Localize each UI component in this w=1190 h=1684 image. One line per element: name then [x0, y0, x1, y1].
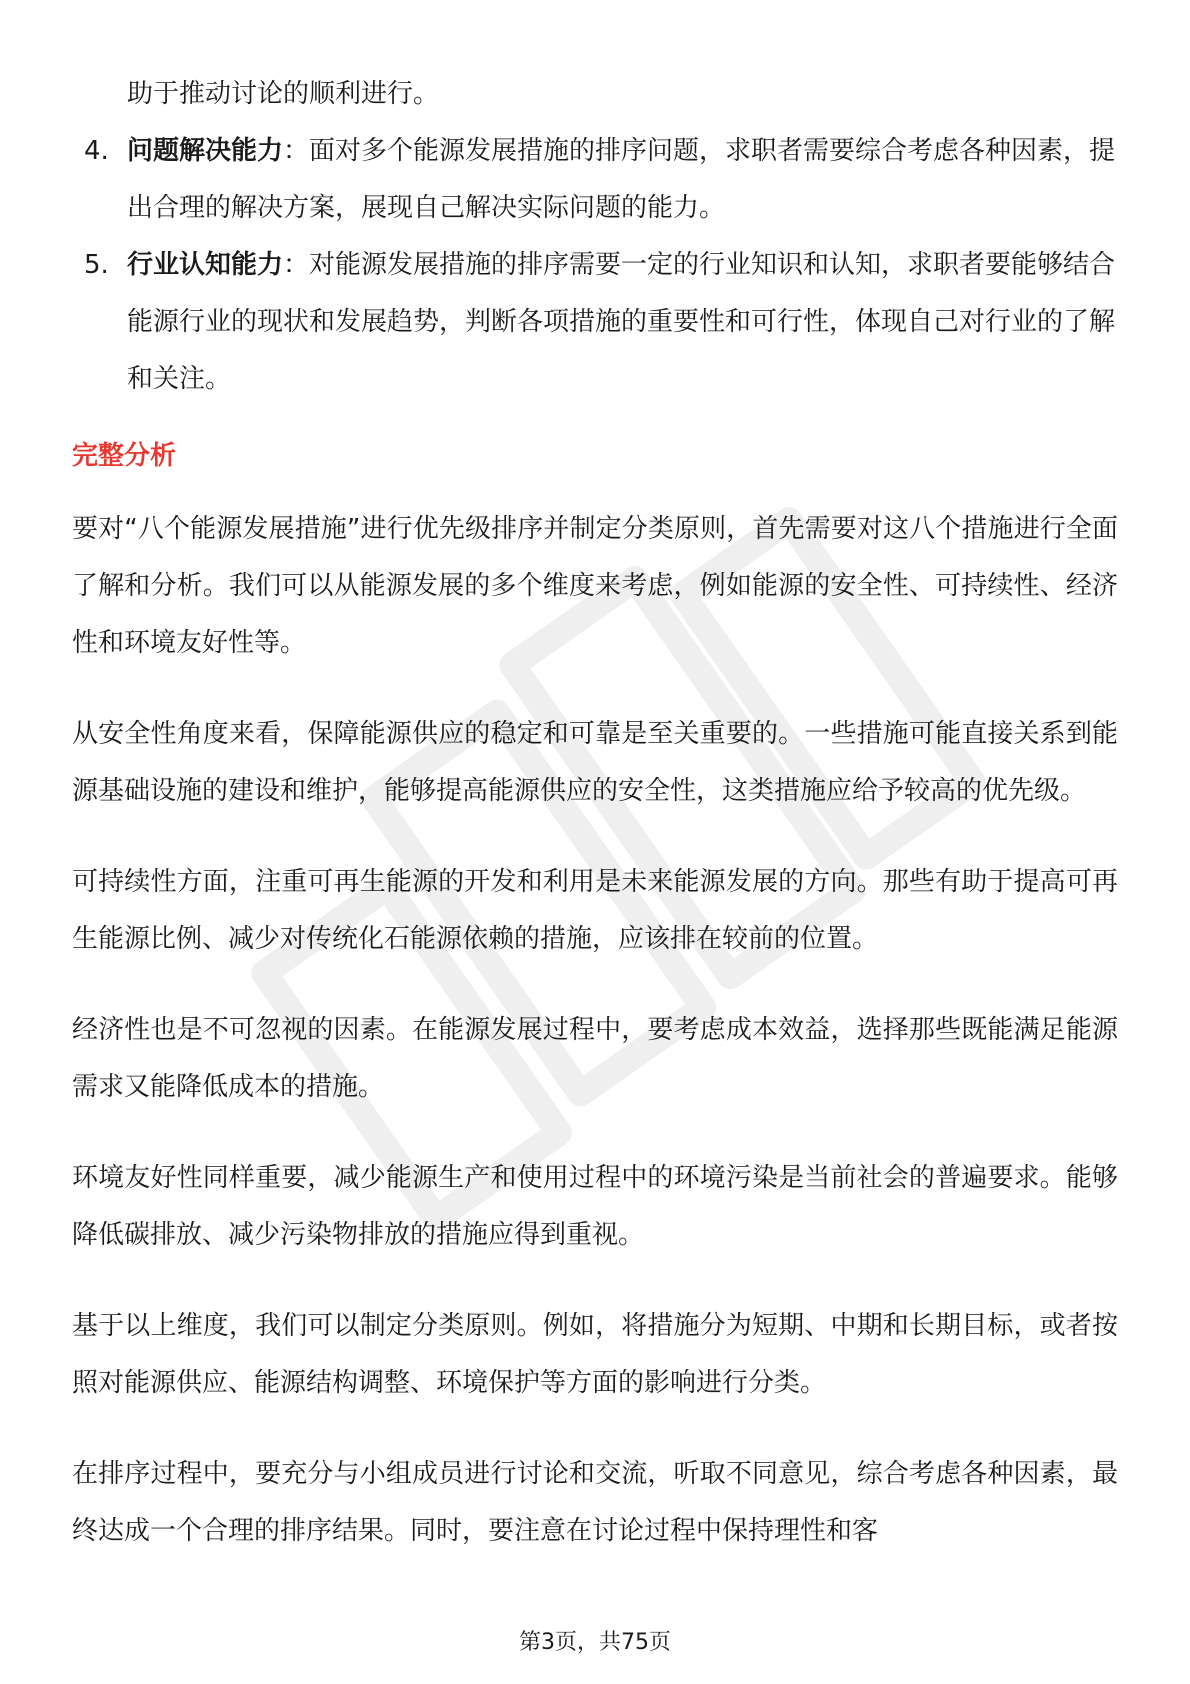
- list-number: 5.: [84, 250, 109, 280]
- document-body: [72, 66, 1118, 1594]
- section-title: 完整分析: [72, 441, 177, 471]
- paragraph: 可持续性方面，注重可再生能源的开发和利用是未来能源发展的方向。那些有助于提高可再生能源比例、减少对传统化石能源依赖的措施，应该排在较前的位置。: [72, 867, 1118, 954]
- list-term: 问题解决能力: [127, 136, 284, 166]
- list-item: [72, 237, 1118, 408]
- list-separator: ：: [283, 250, 310, 280]
- paragraph: 要对“八个能源发展措施”进行优先级排序并制定分类原则，首先需要对这八个措施进行全面了解和分析。我们可以从能源发展的多个维度来考虑，例如能源的安全性、可持续性、经济性和环境友好性等。: [72, 514, 1118, 658]
- paragraph: 在排序过程中，要充分与小组成员进行讨论和交流，听取不同意见，综合考虑各种因素，最终达成一个合理的排序结果。同时，要注意在讨论过程中保持理性和客: [72, 1459, 1118, 1546]
- ability-list: [72, 123, 1118, 408]
- page-number-footer: 第3页，共75页: [519, 1630, 671, 1655]
- list-number: 4.: [84, 136, 109, 166]
- paragraph: 经济性也是不可忽视的因素。在能源发展过程中，要考虑成本效益，选择那些既能满足能源需求又能降低成本的措施。: [72, 1015, 1118, 1102]
- list-text: 面对多个能源发展措施的排序问题，求职者需要综合考虑各种因素，提出合理的解决方案，展现自己解决实际问题的能力。: [127, 136, 1116, 223]
- list-continuation: 助于推动讨论的顺利进行。: [127, 79, 440, 109]
- paragraph: 环境友好性同样重要，减少能源生产和使用过程中的环境污染是当前社会的普遍要求。能够降低碳排放、减少污染物排放的措施应得到重视。: [72, 1163, 1118, 1250]
- list-separator: ：: [283, 136, 310, 166]
- list-text: 对能源发展措施的排序需要一定的行业知识和认知，求职者要能够结合能源行业的现状和发展趋势，判断各项措施的重要性和可行性，体现自己对行业的了解和关注。: [127, 250, 1116, 394]
- list-term: 行业认知能力: [127, 250, 284, 280]
- paragraph: 基于以上维度，我们可以制定分类原则。例如，将措施分为短期、中期和长期目标，或者按照对能源供应、能源结构调整、环境保护等方面的影响进行分类。: [72, 1311, 1118, 1398]
- list-item: [72, 123, 1118, 237]
- paragraph: 从安全性角度来看，保障能源供应的稳定和可靠是至关重要的。一些措施可能直接关系到能源基础设施的建设和维护，能够提高能源供应的安全性，这类措施应给予较高的优先级。: [72, 719, 1118, 806]
